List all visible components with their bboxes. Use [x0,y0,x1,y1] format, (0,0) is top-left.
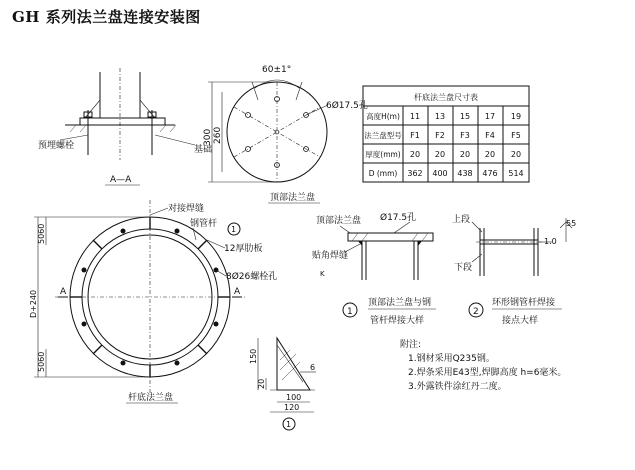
label-foundation: 基础 [194,145,213,155]
rib-hatch [280,350,300,380]
label-hole: Ø17.5孔 [380,213,417,223]
rib-bevel [277,345,303,382]
table-cell: 476 [482,169,498,178]
section-a-right: A [234,287,241,297]
label-upper-segment: 上段 [452,215,471,225]
dim-120: 120 [284,403,300,412]
table-cell: 362 [407,169,423,178]
table-cell: 400 [432,169,448,178]
section-a-left: A [60,287,67,297]
caption-top-flange: 顶部法兰盘 [270,193,316,203]
notes-heading: 附注: [400,340,422,350]
detail2-caption-1: 环形钢管杆焊接 [492,298,556,308]
table-cell: 514 [508,169,524,178]
label-holes: 6Ø17.5孔 [326,101,368,111]
rib-triangle [277,338,310,390]
table-cell: F2 [435,131,445,140]
note-item: 1.钢材采用Q235钢。 [408,354,495,364]
detail1-fillet-left [358,241,362,246]
leader-bolt [60,135,88,140]
table-cell: D (mm) [368,169,398,178]
angle-leg-l [252,82,258,100]
detail1-fillet-right [418,241,422,246]
table-cell: F5 [511,131,521,140]
dim-300: 300 [203,128,213,146]
top-flange-view [203,65,368,203]
notes [400,338,566,392]
detail-2-view [452,213,576,326]
label-butt-weld: 对接焊缝 [168,204,205,214]
note-item: 2.焊条采用E43型,焊脚高度 h=6毫米。 [408,368,567,378]
dim-total: D+240 [29,289,38,318]
detail-marker-rib-number: 1 [286,420,292,429]
caption-section-aa: A—A [110,175,132,185]
table-cell: 438 [457,169,473,178]
table-cell: 13 [434,112,446,121]
detail-1-view [312,211,436,326]
label-rib: 12厚肋板 [224,244,263,254]
table-cell: 20 [459,150,471,159]
detail1-number: 1 [347,307,353,317]
page-title: GH 系列法兰盘连接安装图 [12,8,201,26]
label-weld-mark: K [320,270,325,278]
detail1-flange-plate [348,233,433,241]
table-cell: 20 [434,150,446,159]
table-cell: 17 [484,112,496,121]
table-cell: 法兰盘型号 [364,131,402,140]
dim-20: 20 [257,378,266,389]
table-cell: F4 [485,131,495,140]
dimension-table [363,86,529,182]
label-steel-pole: 钢管杆 [190,219,218,229]
leader-hole [394,222,410,233]
dim-bottom: 5060 [37,351,46,372]
table-cell: 20 [510,150,522,159]
label-angle: 60±1° [262,65,292,75]
label-anchor-bolt: 预埋螺栓 [38,141,75,151]
table-cell: 20 [409,150,421,159]
dim-6: 6 [310,363,316,372]
angle-leg-r [296,82,302,100]
caption-bottom-flange: 杆底法兰盘 [128,393,174,403]
detail-marker-1-number: 1 [231,225,237,234]
leader-upper [472,222,482,232]
foundation-hatch [70,125,176,132]
table-cell: 15 [459,112,471,121]
dim-55: 55 [566,219,577,228]
table-cell: F1 [410,131,420,140]
bottom-flange-view [29,200,277,403]
detail1-plate-hatch [352,233,428,241]
label-bolt-holes: 8Ø26螺栓孔 [226,272,278,282]
table-cell: 厚度(mm) [365,150,401,159]
table-cell: 高度H(m) [366,112,400,121]
note-item: 3.外露铁件涂红丹二度。 [408,382,507,392]
table-cell: 20 [484,150,496,159]
leader-weld [150,208,168,215]
leader-pole [193,228,196,240]
leader-top-flange [340,226,350,233]
leader-holes [306,105,328,115]
section-aa-view [38,68,212,185]
label-lower-segment: 下段 [454,263,473,273]
table-cell: 11 [409,112,421,121]
dim-150: 150 [249,348,258,364]
dim-260: 260 [213,126,223,144]
rib-detail-view [249,338,316,430]
dim-100: 100 [286,393,302,402]
detail2-number: 2 [473,307,479,317]
table-title: 杆底法兰盘尺寸表 [414,93,478,102]
table-cell: F3 [460,131,470,140]
dim-top: 5060 [37,223,46,244]
top-flange-bolt-lines [234,82,320,182]
detail1-caption-1: 顶部法兰盘与钢 [368,298,432,308]
table-cell: 19 [510,112,522,121]
detail2-caption-2: 接点大样 [502,316,539,326]
leader-foundation [155,135,195,145]
dim-1-0: 1.0 [544,237,557,246]
label-fillet-weld: 贴角焊缝 [312,251,349,261]
label-top-flange: 顶部法兰盘 [316,216,362,226]
leader-holes-2 [216,270,226,276]
detail1-caption-2: 管杆焊接大样 [370,316,425,326]
